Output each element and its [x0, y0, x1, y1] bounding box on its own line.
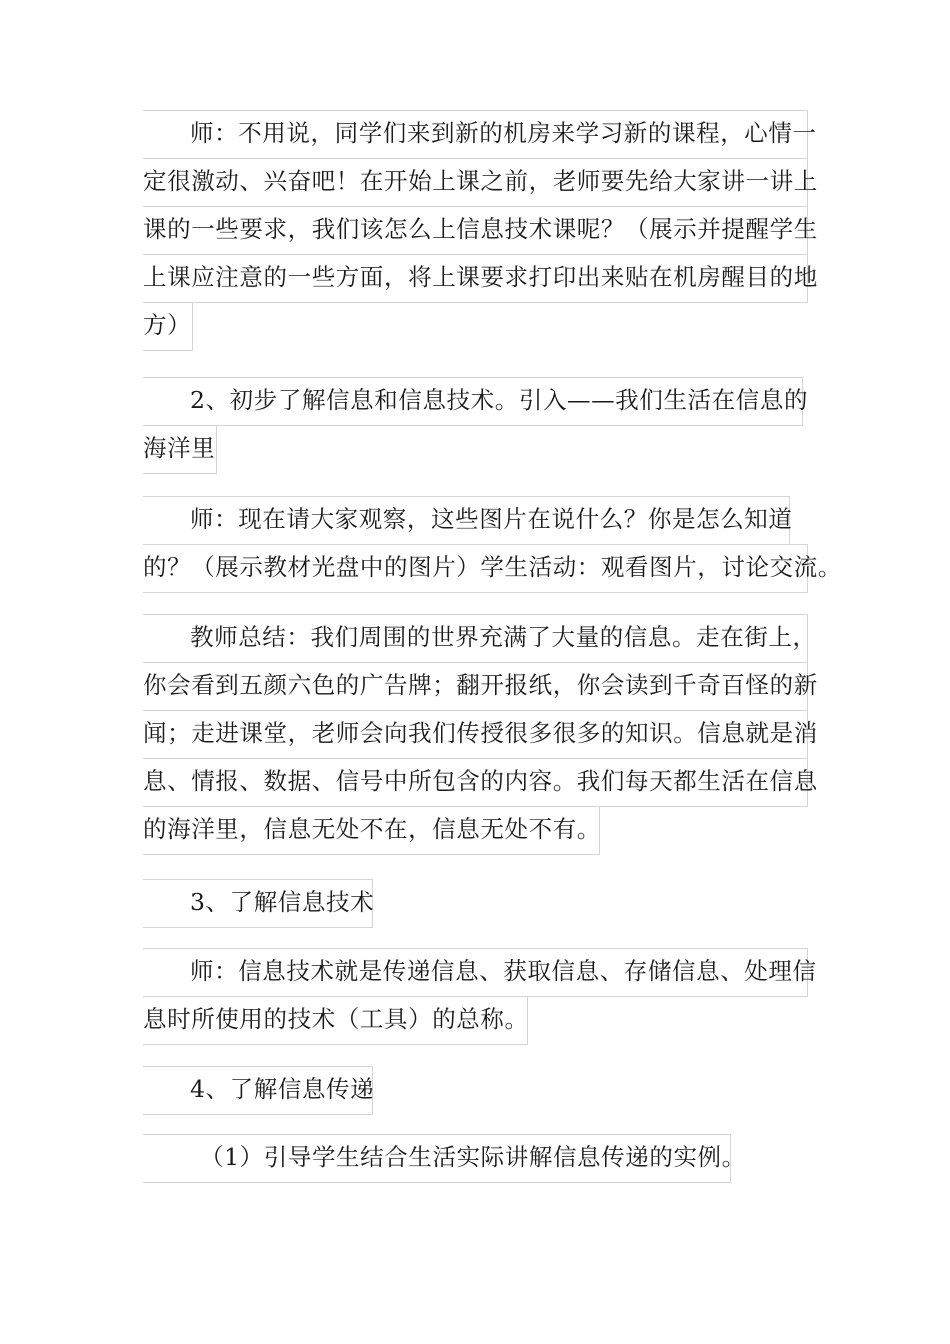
text-line: 课的一些要求，我们该怎么上信息技术课呢？（展示并提醒学生 [143, 206, 808, 255]
text-line: 3、了解信息技术 [143, 879, 373, 928]
text-line: 海洋里 [143, 425, 217, 474]
text-line: 的？（展示教材光盘中的图片）学生活动：观看图片，讨论交流。 [143, 544, 808, 593]
text-line: 上课应注意的一些方面，将上课要求打印出来贴在机房醒目的地 [143, 254, 808, 303]
text-line: 方） [143, 302, 193, 351]
text-line: 4、了解信息传递 [143, 1066, 373, 1115]
text-line: 师：不用说，同学们来到新的机房来学习新的课程，心情一 [143, 110, 808, 159]
text-line: 教师总结：我们周围的世界充满了大量的信息。走在街上， [143, 614, 808, 663]
paragraph-it-definition [143, 948, 817, 1044]
text-line: 息、情报、数据、信号中所包含的内容。我们每天都生活在信息 [143, 758, 808, 807]
paragraph-teacher-intro [143, 110, 818, 350]
text-line: 师：现在请大家观察，这些图片在说什么？你是怎么知道 [143, 496, 790, 545]
text-line: 师：信息技术就是传递信息、获取信息、存储信息、处理信 [143, 948, 808, 997]
text-line: 闻；走进课堂，老师会向我们传授很多很多的知识。信息就是消 [143, 710, 808, 759]
paragraph-section-2 [143, 377, 809, 473]
paragraph-observe-pictures [143, 496, 842, 592]
text-line: （1）引导学生结合生活实际讲解信息传递的实例。 [143, 1134, 731, 1183]
text-line: 息时所使用的技术（工具）的总称。 [143, 996, 528, 1045]
text-line: 的海洋里，信息无处不在，信息无处不有。 [143, 806, 600, 855]
heading-section-3 [143, 879, 373, 927]
text-line: 2、初步了解信息和信息技术。引入——我们生活在信息的 [143, 377, 803, 426]
text-line: 你会看到五颜六色的广告牌；翻开报纸，你会读到千奇百怪的新 [143, 662, 808, 711]
paragraph-teacher-summary [143, 614, 818, 854]
text-line: 定很激动、兴奋吧！在开始上课之前，老师要先给大家讲一讲上 [143, 158, 808, 207]
heading-section-4 [143, 1066, 373, 1114]
paragraph-info-transfer-example [143, 1134, 746, 1182]
